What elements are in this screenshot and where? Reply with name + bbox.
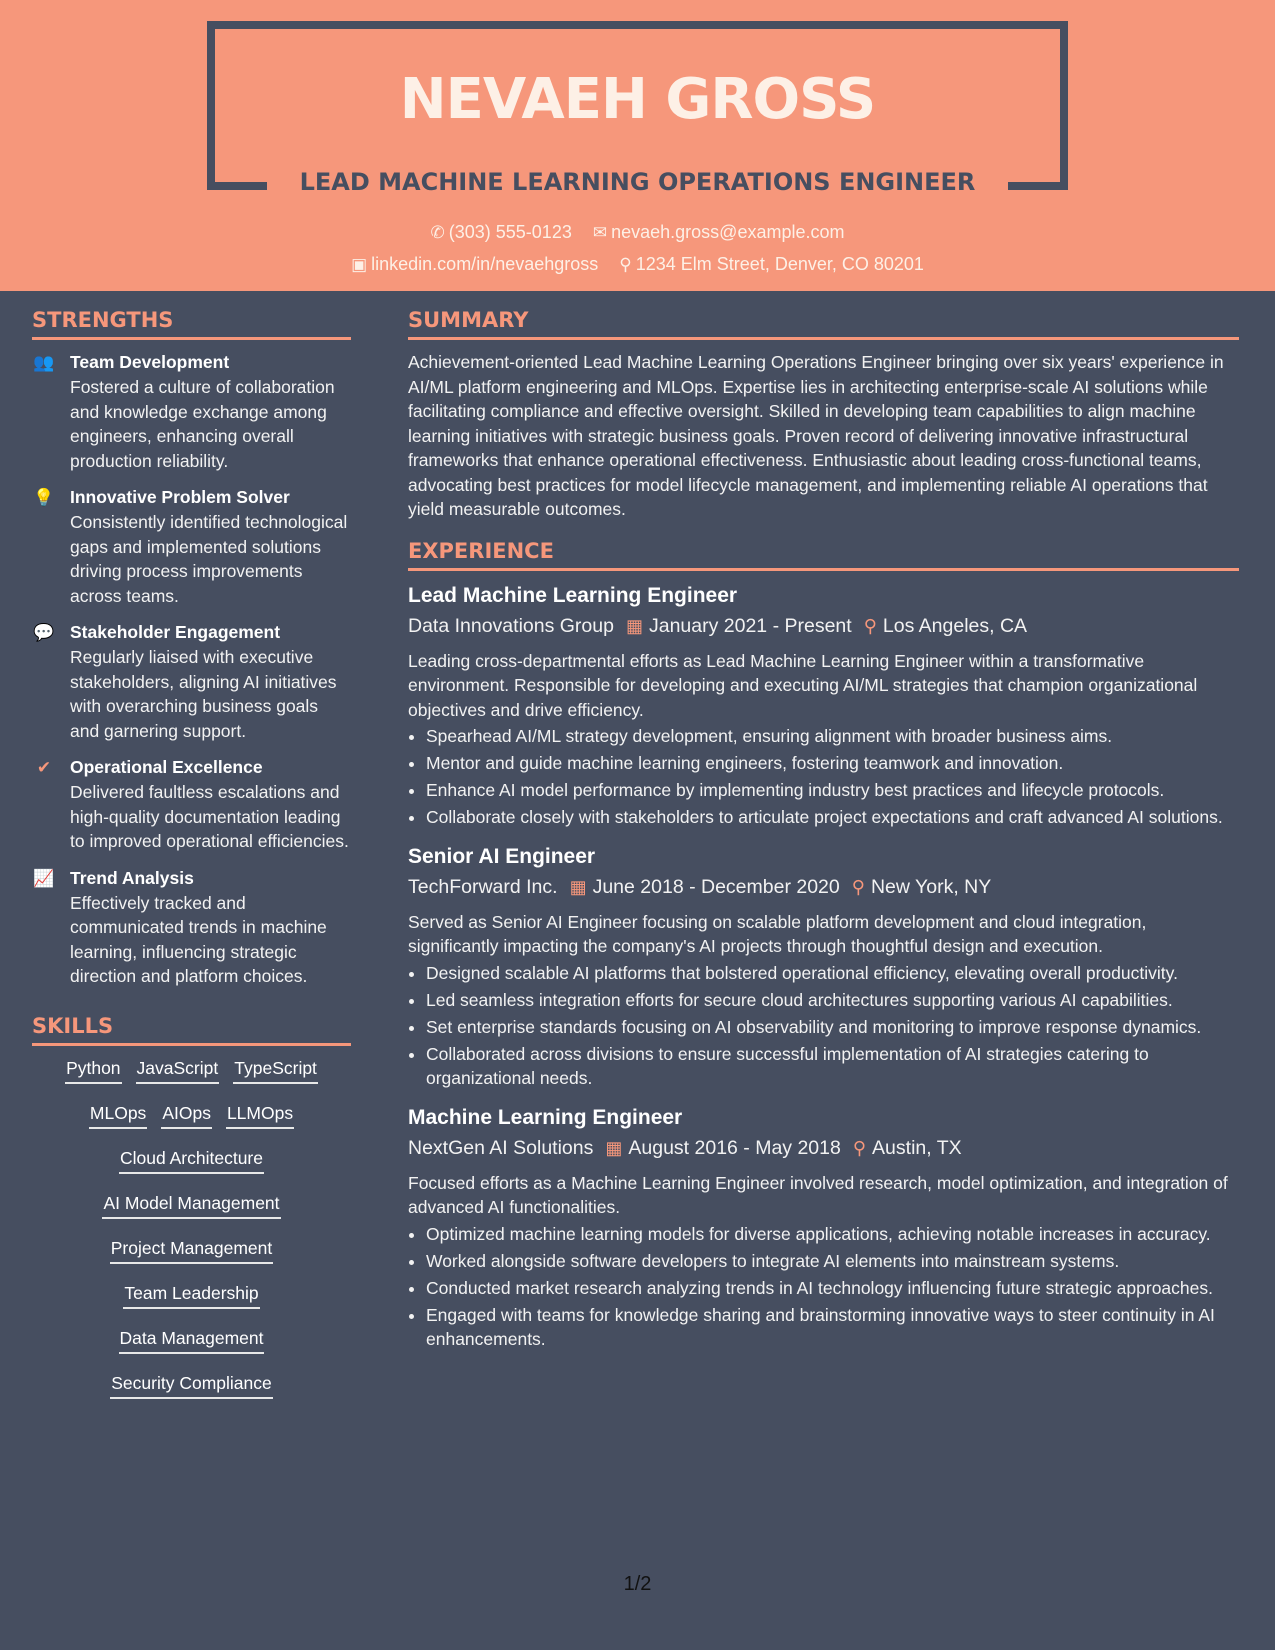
strength-title: Operational Excellence [70, 757, 263, 777]
summary-heading: SUMMARY [408, 305, 1239, 340]
job-location: Austin, TX [872, 1136, 962, 1159]
strength-title: Innovative Problem Solver [70, 487, 290, 507]
strength-title: Trend Analysis [70, 867, 194, 888]
calendar-icon: ▦ [569, 876, 587, 897]
skill-tag: TypeScript [233, 1056, 318, 1084]
skill-tag: AIOps [161, 1101, 212, 1129]
job-description: Leading cross-departmental efforts as Lead Machine Learning Engineer within a transformative environment. Responsible for developing and executing AI/ML strategies that champion organizational objectives and drive efficiency. [408, 650, 1198, 720]
job-bullet: • Collaborate closely with stakeholders to articulate project expectations and craft advanced AI solutions. [426, 805, 1239, 830]
contact-row-1 [0, 219, 1275, 246]
map-marker-icon: ⚲ [863, 615, 877, 636]
skills-list [32, 1056, 351, 1399]
strength-desc: Regularly liaised with executive stakeholders, aligning AI initiatives with overarching business goals and garnering support. [70, 647, 337, 741]
job-company: Data Innovations Group [408, 614, 614, 637]
job-dates: August 2016 - May 2018 [628, 1136, 841, 1159]
job-meta [408, 611, 1239, 641]
page-number: 1/2 [623, 1573, 652, 1595]
lightbulb-icon: 💡 [33, 488, 55, 507]
email-text: nevaeh.gross@example.com [611, 222, 845, 242]
linkedin-icon: ▣ [351, 255, 368, 274]
strengths-heading: STRENGTHS [32, 305, 351, 340]
skill-tag: Security Compliance [110, 1371, 272, 1399]
candidate-title: LEAD MACHINE LEARNING OPERATIONS ENGINEER [299, 168, 976, 196]
skill-tag: JavaScript [136, 1056, 220, 1084]
skill-tag: MLOps [89, 1101, 147, 1129]
job-location: Los Angeles, CA [882, 614, 1028, 637]
strength-title: Team Development [70, 352, 230, 372]
phone-icon: ✆ [430, 223, 445, 242]
job-location: New York, NY [870, 875, 992, 898]
chart-line-icon: 📈 [33, 868, 55, 888]
skills-heading: SKILLS [32, 1011, 351, 1046]
job-bullet: • Conducted market research analyzing trends in AI technology influencing future strategic approaches. [426, 1276, 1239, 1301]
strength-title: Stakeholder Engagement [70, 622, 281, 642]
job-entry [408, 1103, 1239, 1352]
envelope-icon: ✉ [592, 223, 608, 242]
job-bullet: • Designed scalable AI platforms that bolstered operational efficiency, elevating overall productivity. [426, 961, 1239, 986]
skill-tag: Cloud Architecture [119, 1146, 264, 1174]
phone-item[interactable] [431, 222, 572, 242]
left-column [32, 305, 351, 1416]
experience-heading: EXPERIENCE [408, 536, 1239, 571]
phone-text: (303) 555-0123 [448, 222, 572, 242]
job-dates: June 2018 - December 2020 [592, 875, 840, 898]
job-bullets [408, 724, 1239, 830]
strength-item [32, 485, 351, 608]
job-description: Focused efforts as a Machine Learning Engineer involved research, model optimization, and integration of advanced AI functionalities. [408, 1172, 1228, 1217]
job-title: Machine Learning Engineer [408, 1105, 683, 1129]
job-description: Served as Senior AI Engineer focusing on scalable platform development and cloud integration, significantly impacting the company's AI projects through thoughtful design and execution. [408, 911, 1147, 956]
job-bullet: • Spearhead AI/ML strategy development, ensuring alignment with broader business aims. [426, 724, 1239, 749]
calendar-icon: ▦ [605, 1137, 623, 1158]
job-bullet: • Engaged with teams for knowledge sharing and brainstorming innovative ways to steer continuity in AI enhancements. [426, 1303, 1239, 1352]
skill-tag: AI Model Management [102, 1191, 280, 1219]
strength-desc: Delivered faultless escalations and high-quality documentation leading to improved operational efficiencies. [70, 782, 349, 851]
job-title: Lead Machine Learning Engineer [408, 583, 738, 607]
job-company: TechForward Inc. [408, 875, 558, 898]
skill-tag: Python [65, 1056, 121, 1084]
job-bullet: • Worked alongside software developers to integrate AI elements into mainstream systems. [426, 1249, 1239, 1274]
job-bullet: • Set enterprise standards focusing on AI observability and monitoring to improve response dynamics. [426, 1015, 1239, 1040]
map-marker-icon: ⚲ [851, 876, 865, 897]
job-entry [408, 581, 1239, 830]
job-title: Senior AI Engineer [408, 844, 596, 868]
linkedin-item[interactable] [351, 254, 598, 274]
job-dates: January 2021 - Present [648, 614, 852, 637]
resume-header [0, 0, 1275, 291]
calendar-icon: ▦ [625, 615, 643, 636]
strength-item [32, 755, 351, 854]
summary-text: Achievement-oriented Lead Machine Learning Operations Engineer bringing over six years' experience in AI/ML platform engineering and MLOps. Expertise lies in architecting enterprise-scale AI solutions while facilitating compliance and effective oversight. Skilled in developing team capabilities to align machine learning initiatives with strategic business goals. Proven record of delivering innovative infrastructural frameworks that enhance operational effectiveness. Enthusiastic about leading cross-functional teams, advocating best practices for model lifecycle management, and implementing reliable AI operations that yield measurable outcomes. [408, 352, 1224, 519]
users-icon: 👥 [33, 353, 55, 372]
job-meta [408, 1133, 1239, 1163]
strengths-list [32, 350, 351, 989]
strength-desc: Fostered a culture of collaboration and knowledge exchange among engineers, enhancing overall production reliability. [70, 377, 335, 471]
candidate-name: NEVAEH GROSS [399, 67, 876, 132]
address-text: 1234 Elm Street, Denver, CO 80201 [635, 254, 924, 274]
job-bullet: • Enhance AI model performance by implementing industry best practices and lifecycle protocols. [426, 778, 1239, 803]
email-item[interactable] [593, 222, 845, 242]
right-column [408, 305, 1239, 1364]
job-meta [408, 872, 1239, 902]
job-entry [408, 842, 1239, 1091]
strength-desc: Consistently identified technological gaps and implemented solutions driving process improvements across teams. [70, 512, 348, 606]
job-bullets [408, 1222, 1239, 1352]
map-marker-icon: ⚲ [852, 1137, 867, 1158]
job-bullet: • Collaborated across divisions to ensure successful implementation of AI strategies catering to organizational needs. [426, 1042, 1239, 1091]
job-bullet: • Mentor and guide machine learning engineers, fostering teamwork and innovation. [426, 751, 1239, 776]
job-company: NextGen AI Solutions [408, 1136, 594, 1159]
skill-tag: LLMOps [226, 1101, 294, 1129]
contact-row-2 [0, 251, 1275, 278]
skill-tag: Data Management [119, 1326, 265, 1354]
address-item [619, 254, 924, 274]
strength-item [32, 866, 351, 989]
job-bullet: • Optimized machine learning models for diverse applications, achieving notable increases in accuracy. [426, 1222, 1239, 1247]
linkedin-text: linkedin.com/in/nevaehgross [371, 254, 599, 274]
skill-tag: Project Management [110, 1236, 273, 1264]
comments-icon: 💬 [33, 623, 55, 642]
strength-desc: Effectively tracked and communicated trends in machine learning, influencing strategic direction and platform choices. [70, 892, 327, 986]
map-marker-icon: ⚲ [619, 255, 632, 274]
job-bullet: • Led seamless integration efforts for secure cloud architectures supporting various AI capabilities. [426, 988, 1239, 1013]
skill-tag: Team Leadership [123, 1281, 259, 1309]
strength-item [32, 620, 351, 743]
check-circle-icon: ✔ [36, 758, 52, 777]
job-bullets [408, 961, 1239, 1091]
strength-item [32, 350, 351, 473]
